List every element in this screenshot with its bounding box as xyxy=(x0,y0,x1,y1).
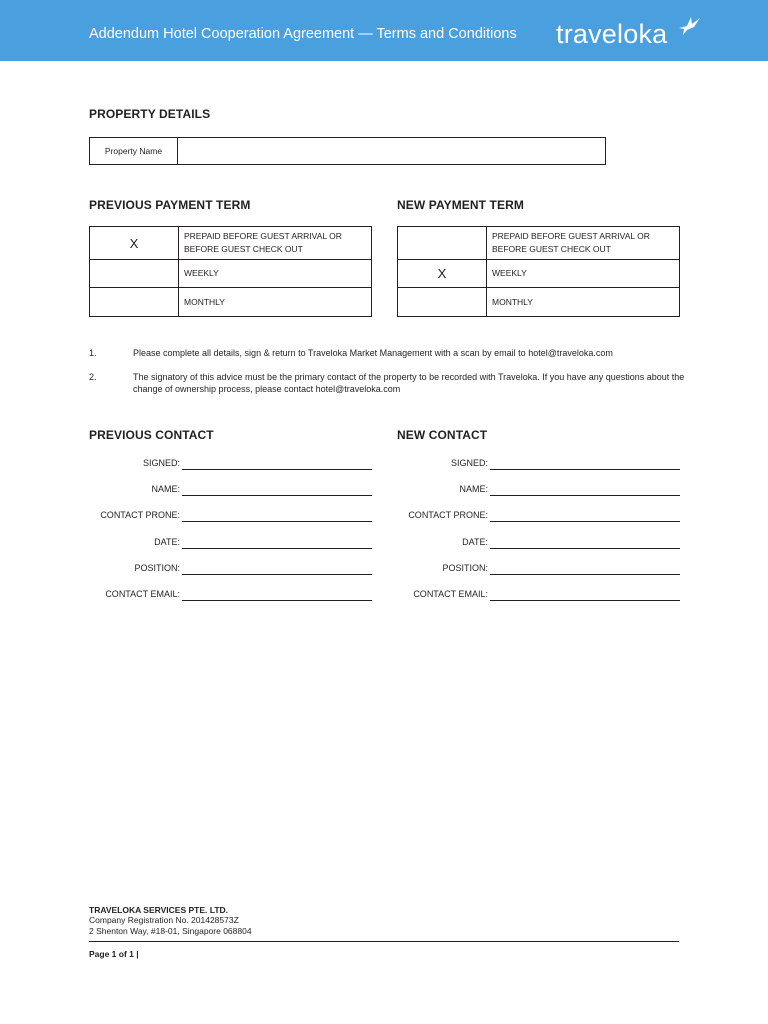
contact-field-row xyxy=(397,589,687,603)
contact-field-label: CONTACT PRONE: xyxy=(408,510,488,520)
term-checkbox[interactable]: X xyxy=(90,227,179,260)
name-field[interactable] xyxy=(490,495,680,496)
new-contact-heading: NEW CONTACT xyxy=(397,428,488,442)
position-field[interactable] xyxy=(490,574,680,575)
list-item xyxy=(89,347,689,359)
contact-field-row xyxy=(397,458,687,472)
term-checkbox[interactable] xyxy=(90,260,179,288)
contact-field-label: NAME: xyxy=(459,484,488,494)
contact-field-row xyxy=(89,563,379,577)
previous-contact-heading: PREVIOUS CONTACT xyxy=(89,428,214,442)
bird-icon xyxy=(677,14,701,36)
contact-field-row xyxy=(89,484,379,498)
footer-registration: Company Registration No. 201428573Z xyxy=(89,915,239,925)
footer-divider xyxy=(89,941,679,942)
page-number: Page 1 of 1 | xyxy=(89,949,139,959)
footer-address: 2 Shenton Way, #18-01, Singapore 068804 xyxy=(89,926,252,936)
phone-field[interactable] xyxy=(490,521,680,522)
new-payment-term-heading: NEW PAYMENT TERM xyxy=(397,198,524,212)
note-number: 1. xyxy=(89,348,97,358)
property-details-heading: PROPERTY DETAILS xyxy=(89,107,211,121)
table-row xyxy=(398,260,680,288)
property-name-box xyxy=(89,137,606,165)
email-field[interactable] xyxy=(490,600,680,601)
note-number: 2. xyxy=(89,372,97,382)
term-option-label: MONTHLY xyxy=(487,288,680,317)
term-checkbox[interactable]: X xyxy=(398,260,487,288)
contact-field-row xyxy=(89,510,379,524)
contact-field-label: CONTACT EMAIL: xyxy=(105,589,180,599)
list-item xyxy=(89,371,689,395)
previous-payment-term-table xyxy=(89,226,372,317)
table-row xyxy=(398,288,680,317)
note-text: Please complete all details, sign & return to Traveloka Market Management with a scan by email to hotel@traveloka.com xyxy=(133,348,613,358)
contact-field-label: CONTACT PRONE: xyxy=(100,510,180,520)
position-field[interactable] xyxy=(182,574,372,575)
contact-field-row xyxy=(397,484,687,498)
term-checkbox[interactable] xyxy=(90,288,179,317)
note-text: The signatory of this advice must be the primary contact of the property to be recorded with Traveloka. If you have any questions about the change of ownership process, please contact hotel@traveloka.com xyxy=(133,372,685,394)
contact-field-label: POSITION: xyxy=(442,563,488,573)
table-row xyxy=(398,227,680,260)
email-field[interactable] xyxy=(182,600,372,601)
term-checkbox[interactable] xyxy=(398,227,487,260)
contact-field-row xyxy=(89,458,379,472)
contact-field-row xyxy=(89,537,379,551)
previous-payment-term-heading: PREVIOUS PAYMENT TERM xyxy=(89,198,251,212)
property-name-label: Property Name xyxy=(90,138,178,164)
contact-field-label: DATE: xyxy=(154,537,180,547)
signed-field[interactable] xyxy=(182,469,372,470)
phone-field[interactable] xyxy=(182,521,372,522)
contact-field-label: NAME: xyxy=(151,484,180,494)
footer-company-name: TRAVELOKA SERVICES PTE. LTD. xyxy=(89,905,229,915)
contact-field-row xyxy=(397,510,687,524)
term-option-label: PREPAID BEFORE GUEST ARRIVAL OR BEFORE GUEST CHECK OUT xyxy=(179,227,372,260)
contact-field-label: DATE: xyxy=(462,537,488,547)
term-option-label: MONTHLY xyxy=(179,288,372,317)
contact-field-label: POSITION: xyxy=(134,563,180,573)
date-field[interactable] xyxy=(490,548,680,549)
logo-text: traveloka xyxy=(556,19,668,49)
term-option-label: WEEKLY xyxy=(487,260,680,288)
table-row xyxy=(90,288,372,317)
table-row xyxy=(90,260,372,288)
contact-field-row xyxy=(89,589,379,603)
document-title: Addendum Hotel Cooperation Agreement — Terms and Conditions xyxy=(89,26,517,42)
contact-field-label: CONTACT EMAIL: xyxy=(413,589,488,599)
table-row xyxy=(90,227,372,260)
contact-field-label: SIGNED: xyxy=(450,458,488,468)
property-name-field[interactable] xyxy=(179,138,605,164)
instructions-list xyxy=(89,347,689,407)
term-option-label: WEEKLY xyxy=(179,260,372,288)
new-payment-term-table xyxy=(397,226,680,317)
date-field[interactable] xyxy=(182,548,372,549)
term-option-label: PREPAID BEFORE GUEST ARRIVAL OR BEFORE GUEST CHECK OUT xyxy=(487,227,680,260)
contact-field-row xyxy=(397,537,687,551)
signed-field[interactable] xyxy=(490,469,680,470)
contact-field-row xyxy=(397,563,687,577)
contact-field-label: SIGNED: xyxy=(142,458,180,468)
header-bar xyxy=(0,0,768,61)
term-checkbox[interactable] xyxy=(398,288,487,317)
name-field[interactable] xyxy=(182,495,372,496)
